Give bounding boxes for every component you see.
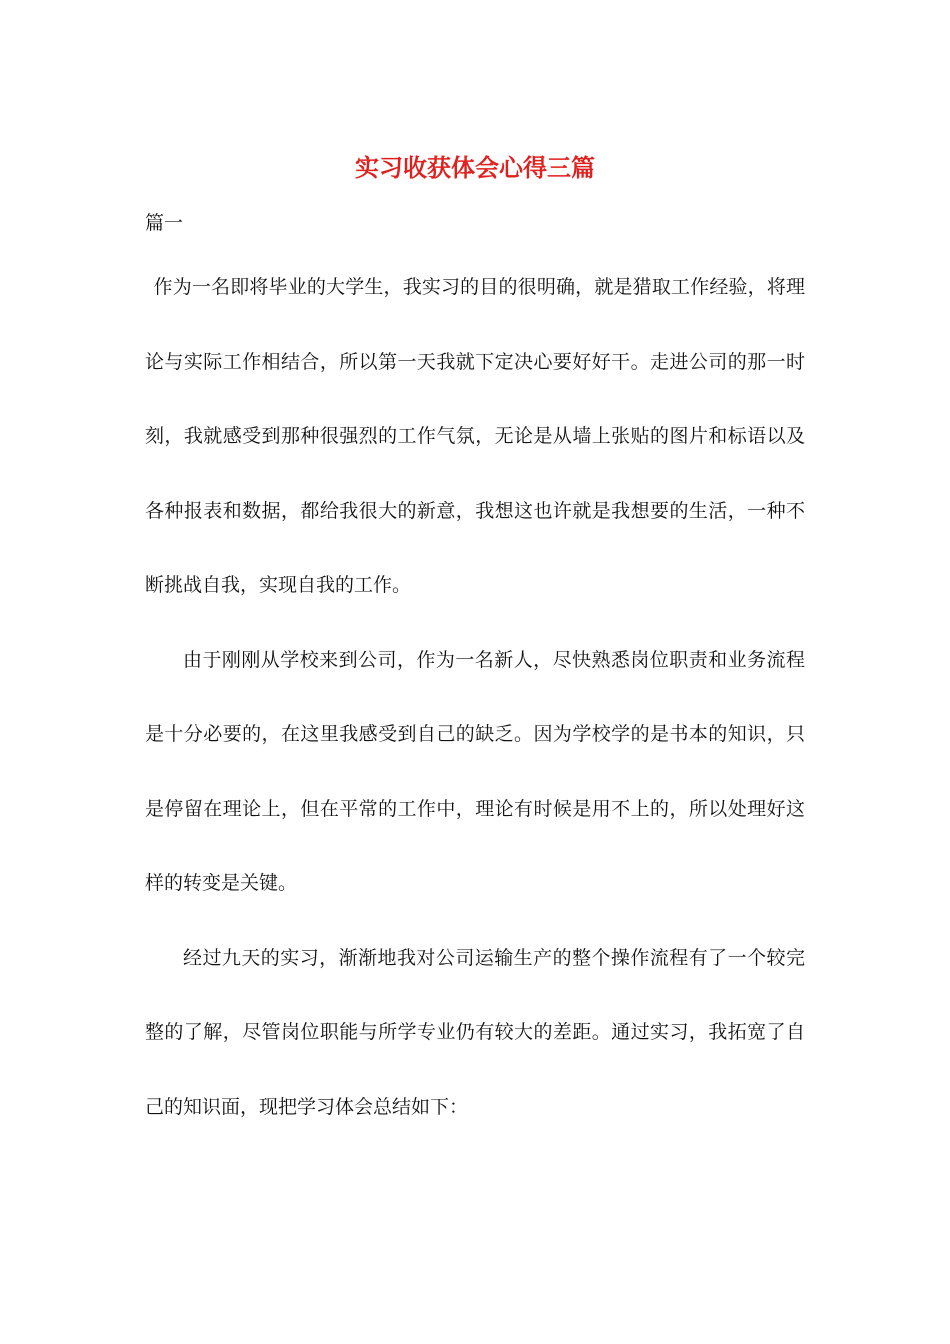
paragraph-2: 由于刚刚从学校来到公司，作为一名新人，尽快熟悉岗位职责和业务流程是十分必要的，在这里我感受到自己的缺乏。因为学校学的是书本的知识，只是停留在理论上，但在平常的工作中，理论有时候是用不上的，所以处理好这样的转变是关键。 [145,648,805,894]
paragraph-3: 经过九天的实习，渐渐地我对公司运输生产的整个操作流程有了一个较完整的了解，尽管岗位职能与所学专业仍有较大的差距。通过实习，我拓宽了自己的知识面，现把学习体会总结如下： [145,946,805,1118]
document-body [145,250,805,1144]
paragraph-1: 作为一名即将毕业的大学生，我实习的目的很明确，就是猎取工作经验，将理论与实际工作相结合，所以第一天我就下定决心要好好干。走进公司的那一时刻，我就感受到那种很强烈的工作气氛，无论是从墙上张贴的图片和标语以及各种报表和数据，都给我很大的新意，我想这也许就是我想要的生活，一种不断挑战自我，实现自我的工作。 [145,276,805,596]
document-title: 实习收获体会心得三篇 [355,154,595,182]
section-label: 篇一 [145,212,184,234]
